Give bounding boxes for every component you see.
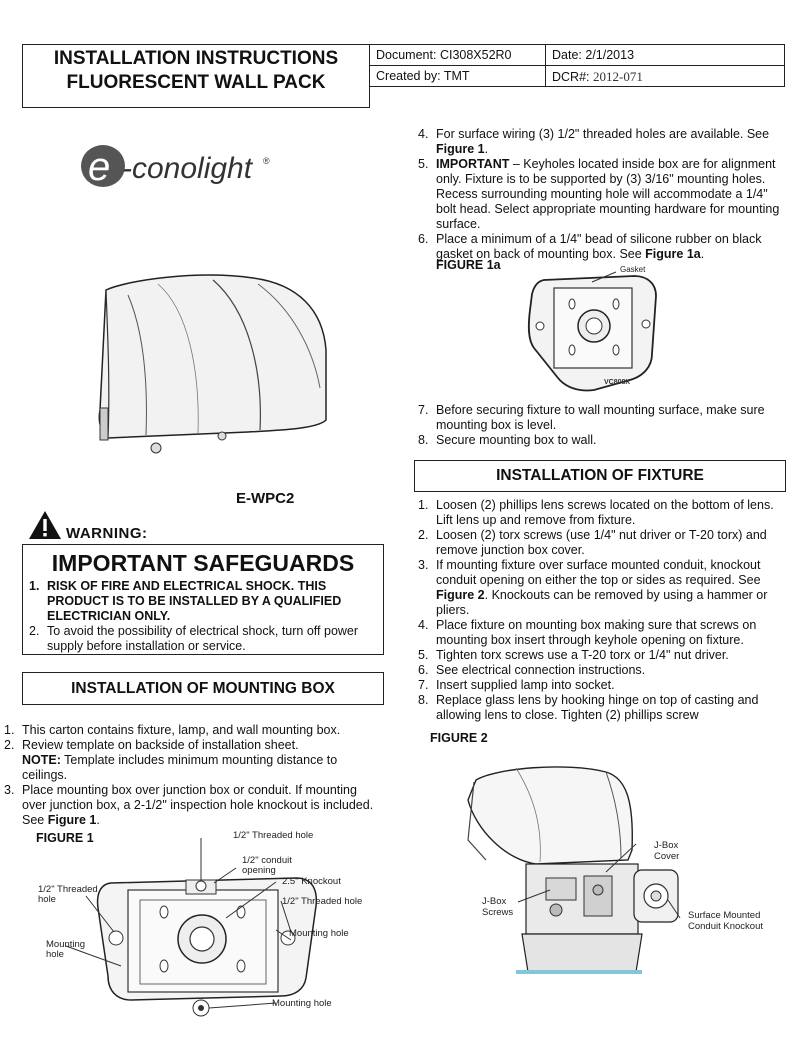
item-text: Secure mounting box to wall.	[436, 433, 597, 447]
figure-1-label: FIGURE 1	[36, 831, 94, 845]
callout-threaded-right: 1/2" Threaded hole	[282, 896, 363, 907]
figure-1a-diagram	[522, 266, 672, 401]
figure-ref: Figure 1	[436, 142, 485, 156]
item-text: To avoid the possibility of electrical shock, turn off power supply before installation or service.	[47, 624, 359, 653]
item-text: Place a minimum of a 1/4" bead of silicone rubber on black gasket on back of mounting box. See	[436, 232, 762, 261]
mounting-box-steps-right	[418, 127, 780, 262]
item-text-after: .	[96, 813, 100, 827]
dcr-label: DCR#:	[552, 70, 590, 84]
item-text: Loosen (2) torx screws (use 1/4" nut driver or T-20 torx) and remove junction box cover.	[436, 528, 767, 557]
step-item	[4, 738, 374, 783]
item-number: 1.	[4, 723, 15, 737]
step-item	[418, 127, 780, 157]
document-number-cell	[369, 44, 546, 66]
dcr-value: 2012-071	[593, 69, 643, 84]
item-number: 4.	[418, 127, 429, 141]
econolight-logo	[78, 140, 278, 195]
item-number: 5.	[418, 648, 429, 662]
callout-mounting-bottom: Mounting hole	[272, 998, 332, 1009]
item-number: 6.	[418, 663, 429, 677]
warning-icon	[28, 510, 62, 545]
item-number: 1.	[29, 579, 40, 593]
item-text: Place fixture on mounting box making sure that screws on mounting box insert through keyhole opening on fixture.	[436, 618, 757, 647]
item-text: Loosen (2) phillips lens screws located on the bottom of lens. Lift lens up and remove from fixture.	[436, 498, 774, 527]
item-text: This carton contains fixture, lamp, and wall mounting box.	[22, 723, 341, 737]
document-label: Document:	[376, 48, 437, 62]
figure-2-label: FIGURE 2	[430, 731, 488, 745]
callout-jbox-cover: J-Box Cover	[654, 840, 680, 862]
item-number: 7.	[418, 403, 429, 417]
step-item	[418, 678, 784, 693]
callout-gasket: Gasket	[620, 265, 646, 274]
mounting-box-heading: INSTALLATION OF MOUNTING BOX	[22, 672, 384, 705]
safeguard-item	[29, 624, 377, 654]
item-text: Before securing fixture to wall mounting surface, make sure mounting box is level.	[436, 403, 765, 432]
callout-conduit-opening: 1/2" conduit opening	[242, 855, 292, 876]
safeguards-box	[22, 544, 384, 655]
figure-ref: Figure 1a	[645, 247, 701, 261]
item-number: 8.	[418, 433, 429, 447]
item-text: Place mounting box over junction box or conduit. If mounting over junction box, a 2-1/2" inspection hole knockout is included. See	[22, 783, 374, 827]
item-text: RISK OF FIRE AND ELECTRICAL SHOCK. THIS PRODUCT IS TO BE INSTALLED BY A QUALIFIED ELECTRICIAN ONLY.	[47, 579, 342, 623]
dcr-cell	[545, 65, 785, 87]
document-value: CI308X52R0	[439, 48, 512, 62]
date-cell	[545, 44, 785, 66]
item-number: 6.	[418, 232, 429, 246]
callout-mounting-right: Mounting hole	[289, 928, 349, 939]
step-item	[418, 403, 780, 433]
item-number: 2.	[29, 624, 40, 638]
stamp-text: VC808X	[604, 379, 631, 386]
created-label: Created by:	[376, 69, 441, 83]
item-number: 2.	[4, 738, 15, 752]
model-number: E-WPC2	[236, 490, 295, 507]
header-divider	[369, 86, 370, 108]
item-number: 8.	[418, 693, 429, 707]
callout-mounting-left: Mounting hole	[46, 939, 86, 960]
step-item	[418, 157, 780, 232]
item-text: Replace glass lens by hooking hinge on top of casting and allowing lens to close. Tighten (2) phillips screw	[436, 693, 759, 722]
item-text: – Keyholes located inside box are for alignment only. Fixture is to be supported by (3) 3/16" mounting holes. Recess surrounding mounting hole will accommodate a 1/4" bolt head. Select appropriate mounting hardware for mounting surface.	[436, 157, 780, 231]
fixture-heading: INSTALLATION OF FIXTURE	[414, 460, 786, 492]
step-item	[418, 498, 784, 528]
item-text: Review template on backside of installation sheet.	[22, 738, 299, 752]
created-by-cell	[369, 65, 546, 87]
item-number: 3.	[4, 783, 15, 797]
callout-knockout: 2.5" Knockout	[282, 876, 341, 887]
figure-ref: Figure 2	[436, 588, 485, 602]
title-line-1: INSTALLATION INSTRUCTIONS	[53, 48, 339, 69]
step-item	[418, 528, 784, 558]
registered-mark: ®	[263, 156, 270, 166]
item-text-after: . Knockouts can be removed by using a hammer or pliers.	[436, 588, 768, 617]
figure-ref: Figure 1	[47, 813, 97, 827]
safeguards-list	[29, 579, 377, 654]
item-text: For surface wiring (3) 1/2" threaded holes are available. See	[436, 127, 770, 141]
created-value: TMT	[443, 69, 470, 83]
step-item	[418, 558, 784, 618]
safeguard-item	[29, 579, 377, 624]
wall-pack-product-image	[88, 270, 338, 465]
safeguards-title: IMPORTANT SAFEGUARDS	[51, 550, 355, 576]
item-text-after: .	[700, 247, 705, 261]
figure-1a-label: FIGURE 1a	[436, 258, 501, 272]
item-number: 5.	[418, 157, 429, 171]
callout-threaded-left: 1/2" Threaded hole	[38, 884, 98, 905]
step-item	[418, 648, 784, 663]
item-number: 2.	[418, 528, 429, 542]
document-title	[22, 44, 370, 108]
item-text-after: .	[484, 142, 489, 156]
callout-jbox-screws: J-Box Screws	[482, 896, 514, 918]
callout-surface-knockout: Surface Mounted Conduit Knockout	[688, 910, 763, 932]
important-label: IMPORTANT	[436, 157, 510, 171]
warning-label: WARNING:	[66, 525, 148, 542]
logo-letter: e	[88, 145, 111, 189]
logo-graphic	[78, 140, 278, 190]
item-number: 7.	[418, 678, 429, 692]
item-text: Tighten torx screws use a T-20 torx or 1/4" nut driver.	[436, 648, 729, 662]
fixture-steps	[418, 498, 784, 723]
step-item	[418, 693, 784, 723]
item-number: 1.	[418, 498, 429, 512]
item-text: If mounting fixture over surface mounted conduit, knockout conduit opening on either the top or sides as required. See	[436, 558, 761, 587]
item-text: Insert supplied lamp into socket.	[436, 678, 615, 692]
item-text: See electrical connection instructions.	[436, 663, 646, 677]
callout-threaded-top: 1/2" Threaded hole	[233, 830, 314, 841]
figure-1-diagram	[36, 828, 376, 1018]
step-item	[4, 783, 374, 828]
note-label: NOTE:	[22, 753, 61, 767]
title-line-2: FLUORESCENT WALL PACK	[66, 72, 326, 93]
mounting-box-steps-final	[418, 403, 780, 448]
item-number: 3.	[418, 558, 429, 572]
date-value: 2/1/2013	[585, 48, 635, 62]
step-item	[418, 433, 780, 448]
item-number: 4.	[418, 618, 429, 632]
note-text: Template includes minimum mounting distance to ceilings.	[22, 753, 338, 782]
step-item	[4, 723, 374, 738]
figure-2-diagram	[456, 760, 696, 995]
step-item	[418, 618, 784, 648]
step-item	[418, 663, 784, 678]
date-label: Date:	[552, 48, 582, 62]
logo-wordmark: -conolight	[122, 152, 253, 185]
mounting-box-steps-left	[4, 723, 374, 828]
